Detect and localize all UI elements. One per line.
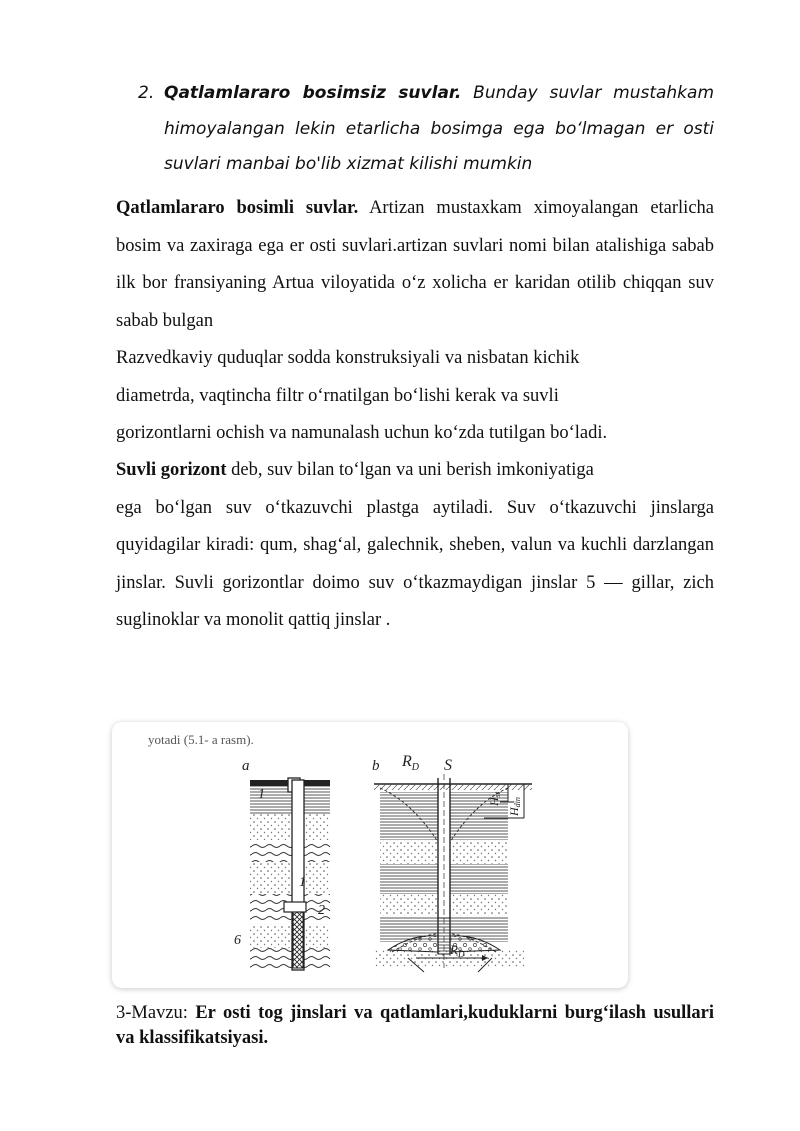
figure-well-diagram bbox=[112, 722, 628, 988]
label-hdin: Hdin bbox=[507, 797, 522, 816]
label-6: 6 bbox=[234, 933, 241, 948]
column-b-casing bbox=[438, 774, 450, 968]
figure-top-text: yotadi (5.1- a rasm). bbox=[148, 732, 254, 747]
paragraph-line: diametrda, vaqtincha filtr o‘rnatilgan bo‘lishi kerak va suvli bbox=[116, 385, 559, 406]
list-item-text bbox=[164, 76, 714, 183]
label-a: a bbox=[242, 758, 250, 774]
list-item-body: Bunday suvlar mustahkam himoyalangan lekin etarlicha bosimga ega bo‘lmagan er osti suvlari manbai bo'lib xizmat kilishi mumkin bbox=[164, 83, 715, 174]
label-rd: $R_D$ bbox=[402, 753, 420, 773]
label-2: 2 bbox=[318, 903, 325, 918]
paragraph-aquifer-rest: deb, suv bilan to‘lgan va uni berish imkoniyatiga bbox=[226, 460, 594, 480]
label-1-mid: 1 bbox=[299, 875, 306, 890]
label-1-top: 1 bbox=[258, 787, 265, 802]
paragraph-aquifer bbox=[116, 452, 714, 640]
paragraph-artesian-body: Artizan mustaxkam ximoyalangan etarlicha bosim va zaxiraga ega er osti suvlari.artizan suvlari nomi bilan atalishiga sabab ilk bor fransiyaning Artua viloyatida o‘z xolicha er karidan otilib chiqqan suv sabab bulgan bbox=[116, 198, 714, 331]
paragraph-line: gorizontlarni ochish va namunalash uchun ko‘zda tutilgan bo‘ladi. bbox=[116, 423, 608, 443]
paragraph-line bbox=[116, 452, 714, 490]
well-diagram-svg bbox=[112, 722, 628, 988]
label-hst: Hst bbox=[487, 791, 502, 806]
label-r: $R_D$ bbox=[450, 942, 465, 959]
topic-title: Er osti tog jinslari va qatlamlari,kuduklarni burg‘ilash usullari va klassifikatsiyasi. bbox=[116, 1003, 714, 1048]
topic-heading bbox=[116, 1001, 714, 1051]
paragraph-artesian-title: Qatlamlararo bosimli suvlar. bbox=[116, 198, 359, 218]
paragraph-line: Razvedkaviy quduqlar sodda konstruksiyali va nisbatan kichik bbox=[116, 348, 580, 368]
paragraph-aquifer-title: Suvli gorizont bbox=[116, 460, 227, 480]
paragraph-aquifer-body: ega bo‘lgan suv o‘tkazuvchi plastga aytiladi. Suv o‘tkazuvchi jinslarga quyidagilar kiradi: qum, shag‘al, galechnik, sheben, valun va kuchli darzlangan jinslar. Suvli gorizontlar doimo suv o‘tkazmaydigan jinslar 5 — gillar, zich suglinoklar va monolit qattiq jinslar . bbox=[116, 497, 714, 630]
topic-prefix: 3-Mavzu: bbox=[116, 1003, 196, 1023]
list-item-2 bbox=[138, 76, 714, 183]
column-a-strata bbox=[250, 780, 330, 968]
list-number: 2. bbox=[138, 83, 155, 103]
paragraph-exploration-wells bbox=[116, 340, 714, 453]
label-s: S bbox=[444, 757, 452, 774]
list-item-title: Qatlamlararo bosimsiz suvlar. bbox=[164, 83, 462, 103]
label-b: b bbox=[372, 758, 380, 774]
paragraph-artesian bbox=[116, 190, 714, 340]
